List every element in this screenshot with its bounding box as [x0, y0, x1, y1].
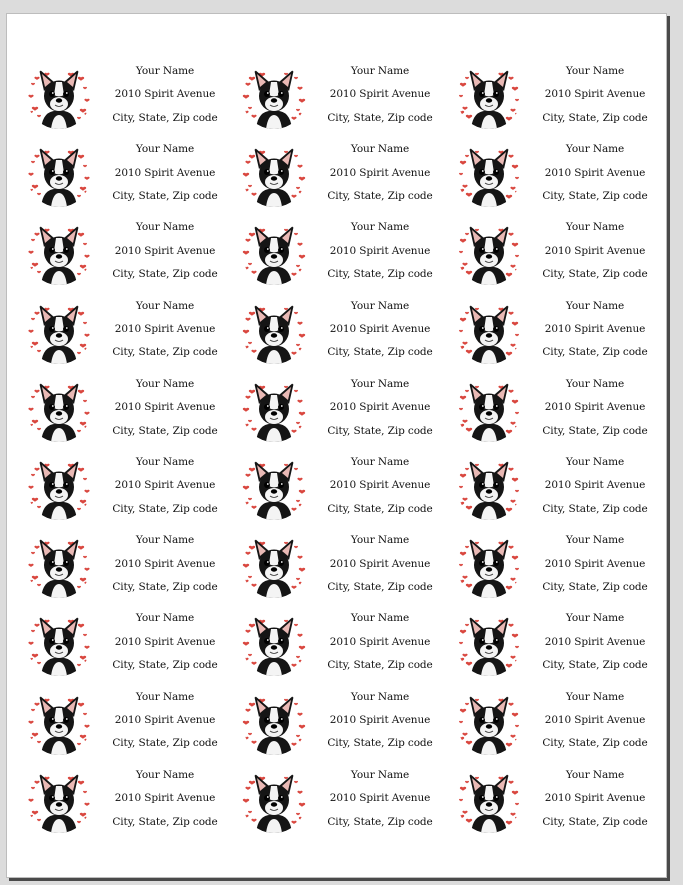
address-label: [242, 607, 457, 685]
label-city: City, State, Zip code: [327, 190, 433, 202]
address-label: [27, 216, 242, 294]
label-address: 2010 Spirit Avenue: [544, 713, 646, 726]
label-address: 2010 Spirit Avenue: [114, 635, 216, 648]
address-block: [105, 764, 225, 834]
label-name: Your Name: [350, 65, 410, 77]
label-city: City, State, Zip code: [542, 659, 648, 672]
address-label: [242, 686, 457, 764]
label-city: City, State, Zip code: [542, 737, 648, 750]
boston-terrier-hearts-icon: [242, 534, 306, 598]
label-city: City, State, Zip code: [542, 268, 648, 281]
label-city: City, State, Zip code: [327, 815, 433, 828]
label-city: City, State, Zip code: [327, 502, 433, 515]
label-name: Your Name: [565, 143, 625, 156]
label-name: Your Name: [135, 534, 195, 547]
label-address: 2010 Spirit Avenue: [114, 713, 216, 726]
label-name: Your Name: [565, 299, 625, 312]
boston-terrier-hearts-icon: [457, 143, 521, 207]
address-block: [535, 60, 655, 130]
address-label: [242, 60, 457, 138]
address-block: [320, 373, 440, 443]
boston-terrier-hearts-icon: [27, 65, 91, 129]
label-city: City, State, Zip code: [112, 502, 218, 515]
address-block: [320, 529, 440, 599]
label-address: 2010 Spirit Avenue: [329, 166, 431, 179]
label-address: 2010 Spirit Avenue: [114, 792, 216, 805]
label-city: City, State, Zip code: [112, 815, 218, 828]
label-city: City, State, Zip code: [112, 346, 218, 359]
boston-terrier-hearts-icon: [27, 143, 91, 207]
boston-terrier-hearts-icon: [457, 300, 521, 364]
label-city: City, State, Zip code: [542, 580, 648, 593]
label-city: City, State, Zip code: [112, 580, 218, 593]
address-label: [242, 529, 457, 607]
label-name: Your Name: [350, 221, 410, 234]
label-sheet: [6, 13, 667, 878]
address-label: [457, 295, 672, 373]
address-label: [457, 686, 672, 764]
address-label: [27, 60, 242, 138]
address-label: [27, 607, 242, 685]
address-label: [457, 216, 672, 294]
address-label: [242, 138, 457, 216]
label-city: City, State, Zip code: [327, 268, 433, 281]
boston-terrier-hearts-icon: [457, 456, 521, 520]
label-address: 2010 Spirit Avenue: [329, 244, 431, 257]
label-name: Your Name: [565, 690, 625, 703]
address-label: [27, 295, 242, 373]
boston-terrier-hearts-icon: [27, 769, 91, 833]
label-name: Your Name: [565, 377, 625, 390]
address-block: [105, 295, 225, 365]
label-city: City, State, Zip code: [112, 424, 218, 437]
boston-terrier-hearts-icon: [457, 65, 521, 129]
boston-terrier-hearts-icon: [457, 769, 521, 833]
address-block: [320, 216, 440, 286]
address-label: [242, 451, 457, 529]
label-city: City, State, Zip code: [542, 190, 648, 202]
address-label: [457, 138, 672, 216]
label-city: City, State, Zip code: [542, 815, 648, 828]
label-city: City, State, Zip code: [542, 111, 648, 124]
label-city: City, State, Zip code: [327, 111, 433, 124]
boston-terrier-hearts-icon: [27, 612, 91, 676]
label-name: Your Name: [350, 612, 410, 625]
label-name: Your Name: [135, 143, 195, 156]
label-address: 2010 Spirit Avenue: [544, 322, 646, 335]
boston-terrier-hearts-icon: [242, 691, 306, 755]
address-block: [320, 60, 440, 130]
label-name: Your Name: [135, 221, 195, 234]
label-name: Your Name: [565, 455, 625, 468]
address-label: [27, 764, 242, 842]
label-address: 2010 Spirit Avenue: [544, 166, 646, 179]
label-address: 2010 Spirit Avenue: [329, 479, 431, 492]
address-label: [27, 138, 242, 216]
label-address: 2010 Spirit Avenue: [329, 557, 431, 570]
boston-terrier-hearts-icon: [242, 300, 306, 364]
label-city: City, State, Zip code: [327, 346, 433, 359]
label-address: 2010 Spirit Avenue: [114, 322, 216, 335]
address-label: [457, 451, 672, 529]
boston-terrier-hearts-icon: [457, 691, 521, 755]
label-name: Your Name: [350, 534, 410, 547]
boston-terrier-hearts-icon: [242, 456, 306, 520]
label-address: 2010 Spirit Avenue: [544, 88, 646, 101]
label-name: Your Name: [350, 299, 410, 312]
label-address: 2010 Spirit Avenue: [114, 479, 216, 492]
address-label: [242, 373, 457, 451]
address-block: [105, 60, 225, 130]
boston-terrier-hearts-icon: [27, 691, 91, 755]
address-block: [535, 138, 655, 208]
address-label: [242, 295, 457, 373]
address-block: [320, 764, 440, 834]
address-label: [457, 764, 672, 842]
address-label: [457, 373, 672, 451]
label-name: Your Name: [135, 65, 195, 77]
label-address: 2010 Spirit Avenue: [329, 401, 431, 414]
boston-terrier-hearts-icon: [457, 612, 521, 676]
boston-terrier-hearts-icon: [27, 378, 91, 442]
label-name: Your Name: [565, 221, 625, 234]
address-block: [535, 295, 655, 365]
address-label: [457, 607, 672, 685]
address-block: [105, 607, 225, 677]
label-address: 2010 Spirit Avenue: [544, 557, 646, 570]
label-city: City, State, Zip code: [112, 737, 218, 750]
address-label: [27, 373, 242, 451]
address-block: [320, 451, 440, 521]
label-name: Your Name: [350, 377, 410, 390]
address-block: [105, 138, 225, 208]
label-address: 2010 Spirit Avenue: [544, 401, 646, 414]
boston-terrier-hearts-icon: [242, 143, 306, 207]
address-label: [27, 529, 242, 607]
label-address: 2010 Spirit Avenue: [329, 322, 431, 335]
address-block: [535, 764, 655, 834]
boston-terrier-hearts-icon: [27, 300, 91, 364]
boston-terrier-hearts-icon: [242, 221, 306, 285]
address-block: [320, 138, 440, 208]
address-block: [105, 216, 225, 286]
label-city: City, State, Zip code: [112, 190, 218, 202]
label-name: Your Name: [350, 690, 410, 703]
label-grid: [27, 60, 672, 842]
boston-terrier-hearts-icon: [27, 456, 91, 520]
label-city: City, State, Zip code: [112, 268, 218, 281]
address-block: [535, 451, 655, 521]
label-city: City, State, Zip code: [327, 580, 433, 593]
label-city: City, State, Zip code: [327, 424, 433, 437]
label-address: 2010 Spirit Avenue: [544, 244, 646, 257]
label-address: 2010 Spirit Avenue: [114, 557, 216, 570]
address-block: [535, 607, 655, 677]
label-city: City, State, Zip code: [542, 424, 648, 437]
address-block: [105, 686, 225, 756]
address-block: [320, 607, 440, 677]
label-city: City, State, Zip code: [542, 502, 648, 515]
label-address: 2010 Spirit Avenue: [329, 792, 431, 805]
label-name: Your Name: [135, 612, 195, 625]
address-label: [27, 686, 242, 764]
address-block: [535, 686, 655, 756]
address-block: [105, 529, 225, 599]
label-city: City, State, Zip code: [112, 659, 218, 672]
address-label: [457, 529, 672, 607]
label-address: 2010 Spirit Avenue: [114, 401, 216, 414]
label-city: City, State, Zip code: [327, 737, 433, 750]
label-name: Your Name: [135, 377, 195, 390]
label-name: Your Name: [135, 455, 195, 468]
label-city: City, State, Zip code: [327, 659, 433, 672]
label-name: Your Name: [565, 65, 625, 77]
boston-terrier-hearts-icon: [242, 65, 306, 129]
address-block: [535, 216, 655, 286]
address-label: [242, 764, 457, 842]
label-city: City, State, Zip code: [542, 346, 648, 359]
label-name: Your Name: [565, 768, 625, 781]
boston-terrier-hearts-icon: [457, 534, 521, 598]
label-address: 2010 Spirit Avenue: [544, 635, 646, 648]
boston-terrier-hearts-icon: [27, 221, 91, 285]
label-name: Your Name: [565, 534, 625, 547]
label-name: Your Name: [565, 612, 625, 625]
address-block: [320, 295, 440, 365]
label-address: 2010 Spirit Avenue: [329, 88, 431, 101]
label-name: Your Name: [350, 143, 410, 156]
label-name: Your Name: [135, 299, 195, 312]
label-address: 2010 Spirit Avenue: [329, 713, 431, 726]
boston-terrier-hearts-icon: [457, 221, 521, 285]
boston-terrier-hearts-icon: [457, 378, 521, 442]
label-address: 2010 Spirit Avenue: [329, 635, 431, 648]
address-block: [535, 529, 655, 599]
label-name: Your Name: [135, 690, 195, 703]
address-block: [535, 373, 655, 443]
boston-terrier-hearts-icon: [242, 612, 306, 676]
boston-terrier-hearts-icon: [27, 534, 91, 598]
label-name: Your Name: [135, 768, 195, 781]
address-label: [242, 216, 457, 294]
address-label: [27, 451, 242, 529]
label-address: 2010 Spirit Avenue: [114, 166, 216, 179]
label-address: 2010 Spirit Avenue: [114, 244, 216, 257]
label-name: Your Name: [350, 455, 410, 468]
boston-terrier-hearts-icon: [242, 378, 306, 442]
address-block: [320, 686, 440, 756]
address-label: [457, 60, 672, 138]
label-name: Your Name: [350, 768, 410, 781]
boston-terrier-hearts-icon: [242, 769, 306, 833]
label-address: 2010 Spirit Avenue: [544, 792, 646, 805]
label-address: 2010 Spirit Avenue: [114, 88, 216, 101]
label-city: City, State, Zip code: [112, 111, 218, 124]
address-block: [105, 373, 225, 443]
label-address: 2010 Spirit Avenue: [544, 479, 646, 492]
address-block: [105, 451, 225, 521]
